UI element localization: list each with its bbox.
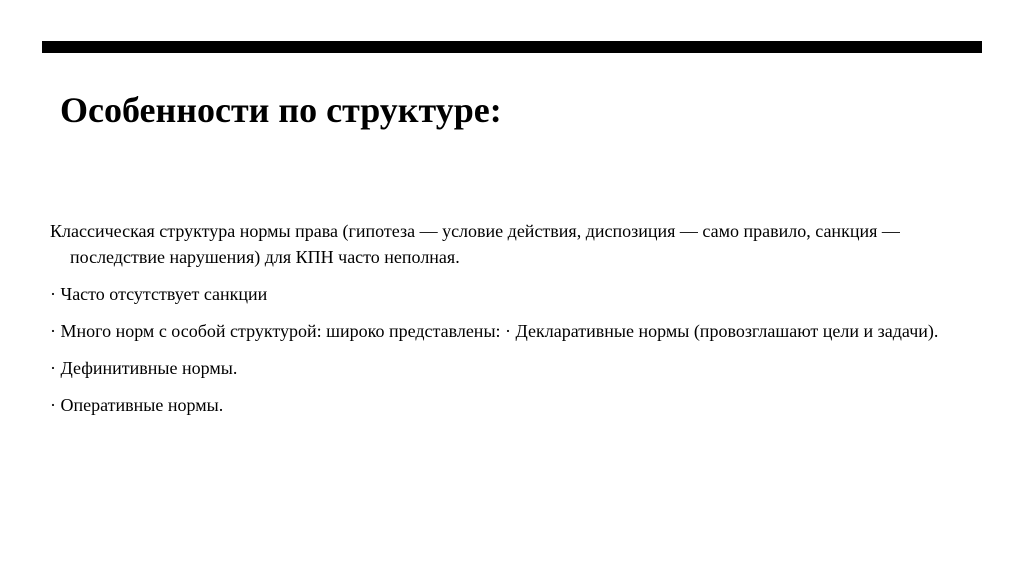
- paragraph-definitive-norms: · Дефинитивные нормы.: [50, 358, 238, 378]
- slide-title: Особенности по структуре:: [60, 90, 502, 130]
- paragraph-classic-structure: Классическая структура нормы права (гипотеза — условие действия, диспозиция — само правило, санкция — последствие нарушения) для КПН часто неполная.: [50, 221, 900, 267]
- slide-body: [50, 218, 970, 429]
- top-decorative-bar: [42, 41, 982, 53]
- paragraph-operative-norms: · Оперативные нормы.: [50, 395, 224, 415]
- paragraph-no-sanction: · Часто отсутствует санкции: [50, 284, 268, 304]
- paragraph-special-norms: · Много норм с особой структурой: широко представлены: · Декларативные нормы (провозглашают цели и задачи).: [50, 321, 939, 341]
